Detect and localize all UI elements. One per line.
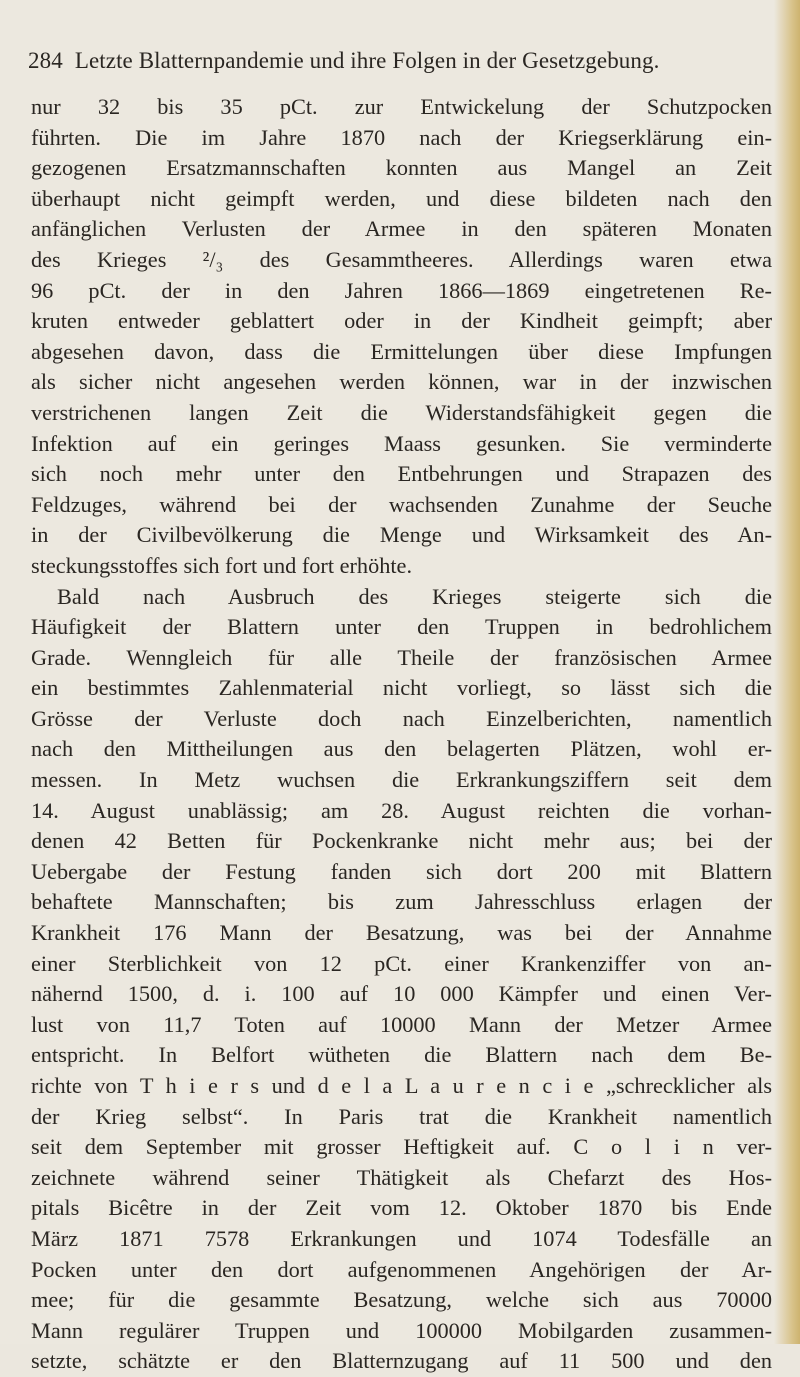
paragraph xyxy=(31,582,772,1377)
text-line: verstrichenen langen Zeit die Widerstandsfähigkeit gegen die xyxy=(31,399,772,425)
text-line: setzte, schätzte er den Blatternzugang auf 11 500 und den xyxy=(31,1348,772,1374)
text-line: mee; für die gesammte Besatzung, welche sich aus 70000 xyxy=(31,1287,772,1313)
text-line: pitals Bicêtre in der Zeit vom 12. Oktober 1870 bis Ende xyxy=(31,1195,772,1221)
text-line: Infektion auf ein geringes Maass gesunken. Sie verminderte xyxy=(31,430,772,456)
text-line: Mann regulärer Truppen und 100000 Mobilgarden zusammen- xyxy=(31,1317,772,1343)
text-line: der Krieg selbst“. In Paris trat die Krankheit namentlich xyxy=(31,1103,772,1129)
text-line: gezogenen Ersatzmannschaften konnten aus Mangel an Zeit xyxy=(31,155,772,181)
text-line: abgesehen davon, dass die Ermittelungen über diese Impfungen xyxy=(31,338,772,364)
text-line: als sicher nicht angesehen werden können, war in der inzwischen xyxy=(31,369,772,395)
text-line: lust von 11,7 Toten auf 10000 Mann der Metzer Armee xyxy=(31,1011,772,1037)
page-edge-shading xyxy=(774,0,800,1344)
text-line: kruten entweder geblattert oder in der Kindheit geimpft; aber xyxy=(31,308,772,334)
text-line: Krankheit 176 Mann der Besatzung, was bei der Annahme xyxy=(31,920,772,946)
text-line: in der Civilbevölkerung die Menge und Wirksamkeit des An- xyxy=(31,522,772,548)
text-line: nur 32 bis 35 pCt. zur Entwickelung der Schutzpocken xyxy=(31,94,772,119)
text-line: führten. Die im Jahre 1870 nach der Kriegserklärung ein- xyxy=(31,124,772,150)
text-line: des Krieges ²/₃ des Gesammtheeres. Allerdings waren etwa xyxy=(31,246,772,272)
text-line: sich noch mehr unter den Entbehrungen und Strapazen des xyxy=(31,461,772,487)
text-line: richte von T h i e r s und d e l a L a u r e n c i e „schrecklicher als xyxy=(31,1073,772,1098)
text-line: seit dem September mit grosser Heftigkeit auf. C o l i n ver- xyxy=(31,1134,772,1160)
text-line: behaftete Mannschaften; bis zum Jahresschluss erlagen der xyxy=(31,889,772,915)
text-line: nach den Mittheilungen aus den belagerten Plätzen, wohl er- xyxy=(31,736,772,762)
text-line: einer Sterblichkeit von 12 pCt. einer Krankenziffer von an- xyxy=(31,950,772,976)
text-line: überhaupt nicht geimpft werden, und diese bildeten nach den xyxy=(31,185,772,211)
text-line: ein bestimmtes Zahlenmaterial nicht vorliegt, so lässt sich die xyxy=(31,675,772,701)
text-line: Häufigkeit der Blattern unter den Truppen in bedrohlichem xyxy=(31,614,772,640)
running-title: Letzte Blatternpandemie und ihre Folgen in der Gesetzgebung. xyxy=(74,48,660,73)
text-line: Pocken unter den dort aufgenommenen Angehörigen der Ar- xyxy=(31,1256,772,1282)
text-line: Grade. Wenngleich für alle Theile der französischen Armee xyxy=(31,644,772,670)
text-line: Uebergabe der Festung fanden sich dort 200 mit Blattern xyxy=(31,858,772,884)
text-line: 96 pCt. der in den Jahren 1866—1869 eingetretenen Re- xyxy=(31,277,772,303)
text-line: entspricht. In Belfort wütheten die Blattern nach dem Be- xyxy=(31,1042,772,1068)
text-line: denen 42 Betten für Pockenkranke nicht mehr aus; bei der xyxy=(31,828,772,854)
text-line: März 1871 7578 Erkrankungen und 1074 Todesfälle an xyxy=(31,1225,772,1251)
text-line: messen. In Metz wuchsen die Erkrankungsziffern seit dem xyxy=(31,767,772,793)
text-line: steckungsstoffes sich fort und fort erhöhte. xyxy=(31,552,413,578)
page-number: 284 xyxy=(28,48,63,73)
text-line: 14. August unablässig; am 28. August reichten die vorhan- xyxy=(31,797,772,823)
paragraph xyxy=(31,92,772,582)
body-text xyxy=(31,92,772,1377)
text-line: Bald nach Ausbruch des Krieges steigerte sich die xyxy=(57,583,772,609)
text-line: Grösse der Verluste doch nach Einzelberichten, namentlich xyxy=(31,705,772,731)
text-line: anfänglichen Verlusten der Armee in den späteren Monaten xyxy=(31,216,772,242)
text-line: nähernd 1500, d. i. 100 auf 10 000 Kämpfer und einen Ver- xyxy=(31,981,772,1007)
running-header xyxy=(28,44,768,78)
text-line: Feldzuges, während bei der wachsenden Zunahme der Seuche xyxy=(31,491,772,517)
text-line: zeichnete während seiner Thätigkeit als Chefarzt des Hos- xyxy=(31,1164,772,1190)
